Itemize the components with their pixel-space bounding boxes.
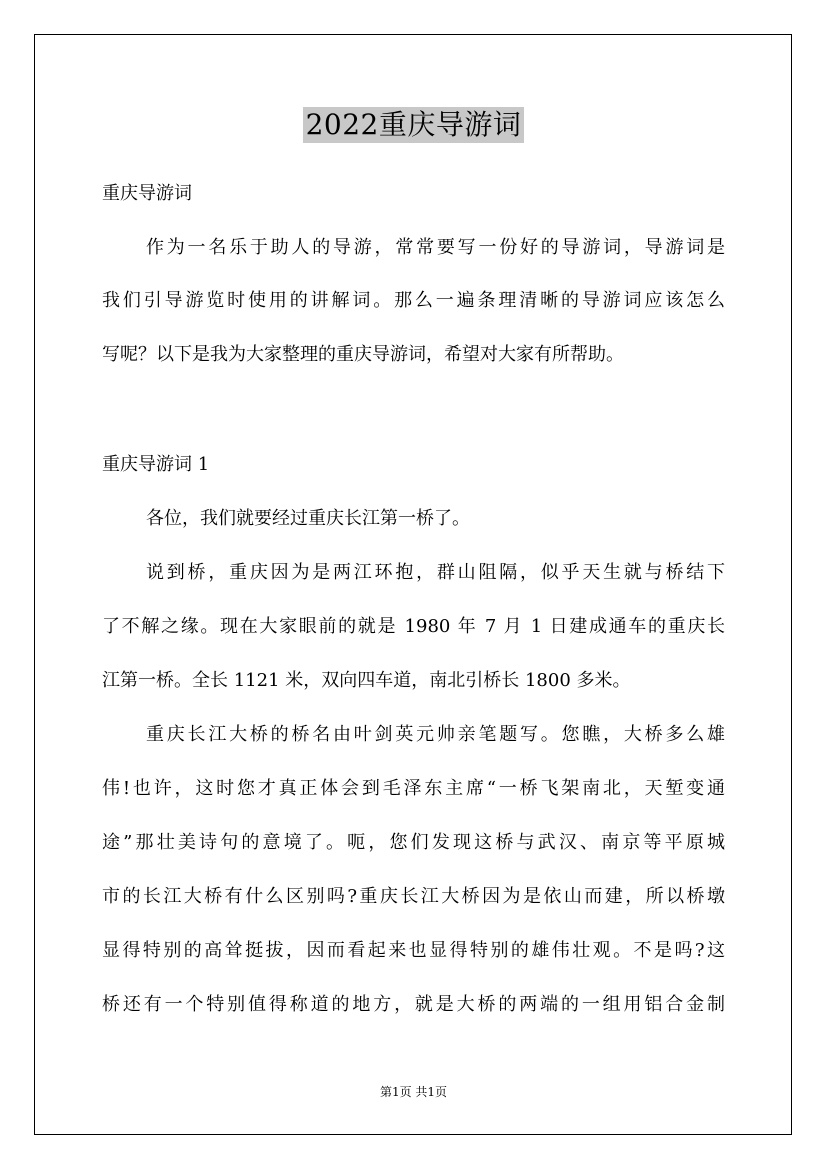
paragraph-line: 显得特别的高耸挺拔，因而看起来也显得特别的雄伟壮观。不是吗?这 — [102, 940, 725, 961]
paragraph-line: 重庆长江大桥的桥名由叶剑英元帅亲笔题写。您瞧，大桥多么雄 — [146, 724, 725, 745]
paragraph-line: 说到桥，重庆因为是两江环抱，群山阻隔，似乎天生就与桥结下 — [146, 562, 725, 583]
paragraph-line: 各位，我们就要经过重庆长江第一桥了。 — [146, 508, 470, 529]
section-heading: 重庆导游词 1 — [102, 454, 210, 475]
paragraph-line: 了不解之缘。现在大家眼前的就是 1980 年 7 月 1 日建成通车的重庆长 — [102, 616, 725, 637]
paragraph-line: 作为一名乐于助人的导游，常常要写一份好的导游词，导游词是 — [146, 237, 725, 258]
paragraph-line: 写呢？以下是我为大家整理的重庆导游词，希望对大家有所帮助。 — [102, 344, 624, 365]
page-number-footer: 第1页 共1页 — [379, 1085, 448, 1099]
paragraph-line: 伟!也许，这时您才真正体会到毛泽东主席“一桥飞架南北，天堑变通 — [102, 778, 725, 799]
paragraph-line: 江第一桥。全长 1121 米，双向四车道，南北引桥长 1800 多米。 — [102, 670, 631, 691]
paragraph-line: 途”那壮美诗句的意境了。呃，您们发现这桥与武汉、南京等平原城 — [102, 832, 725, 853]
paragraph-line: 我们引导游览时使用的讲解词。那么一遍条理清晰的导游词应该怎么 — [102, 290, 725, 311]
paragraph-line: 桥还有一个特别值得称道的地方，就是大桥的两端的一组用铝合金制 — [102, 994, 725, 1015]
paragraph-line: 市的长江大桥有什么区别吗?重庆长江大桥因为是依山而建，所以桥墩 — [102, 886, 725, 907]
document-title — [0, 105, 827, 143]
document-title-text: 2022重庆导游词 — [303, 107, 525, 143]
section-heading: 重庆导游词 — [102, 183, 192, 204]
